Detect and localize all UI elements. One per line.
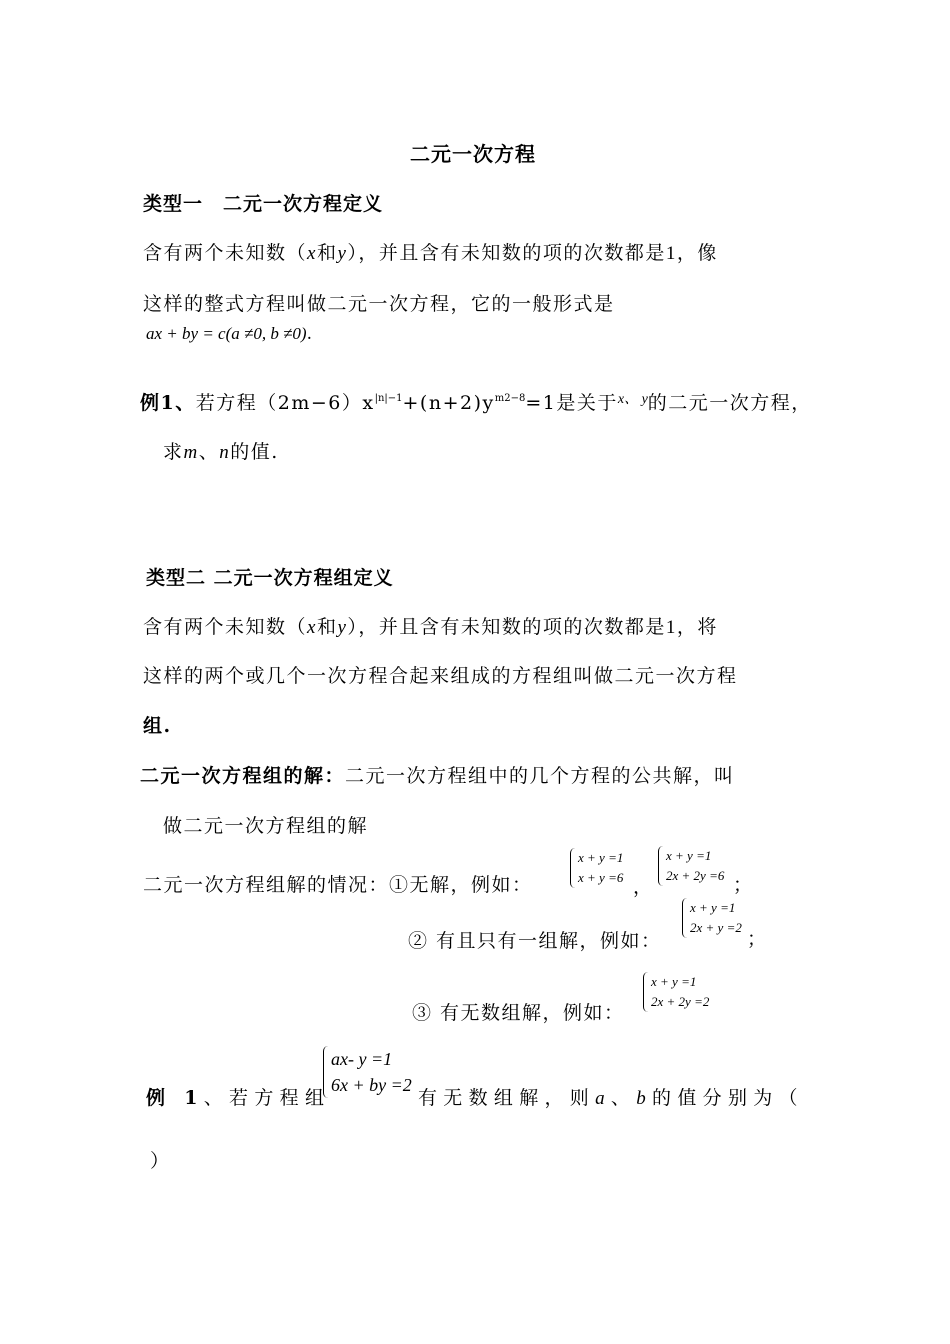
solution-definition-line2: 做二元一次方程组的解	[163, 815, 369, 837]
example2-label: 例 1	[146, 1087, 204, 1109]
type1-definition-line1: 含有两个未知数（x和y），并且含有未知数的项的次数都是1，像	[143, 242, 718, 264]
type2-definition-line3: 组.	[143, 715, 172, 737]
case3-line: ③ 有无数组解，例如：	[412, 1002, 625, 1024]
case1-system2: x + y =1 2x + 2y =6	[658, 846, 724, 886]
example2-system: ax- y =1 6x + by =2	[323, 1046, 412, 1098]
var-y: y	[337, 243, 348, 264]
example1-label: 例1、	[140, 392, 196, 414]
var-x: x	[307, 243, 317, 264]
solution-definition-line1: 二元一次方程组的解：二元一次方程组中的几个方程的公共解，叫	[140, 765, 735, 787]
example2-line1-start: 例 1、若方程组	[146, 1087, 331, 1109]
type1-heading: 类型一 二元一次方程定义	[143, 193, 384, 215]
case3-system: x + y =1 2x + 2y =2	[643, 972, 709, 1012]
type1-definition-line2: 这样的整式方程叫做二元一次方程，它的一般形式是	[143, 293, 615, 315]
case1-system1: x + y =1 x + y =6	[570, 848, 623, 888]
example1-line2: 求m、n的值.	[163, 441, 279, 463]
page-title: 二元一次方程	[410, 142, 536, 166]
type2-definition-line2: 这样的两个或几个一次方程合起来组成的方程组叫做二元一次方程	[143, 665, 738, 687]
example2-line1-end: 有无数组解，则a、b的值分别为（	[418, 1087, 804, 1109]
case2-system: x + y =1 2x + y =2	[682, 898, 742, 938]
general-form: ax + by = c(a ≠0, b ≠0).	[146, 324, 312, 344]
example1-line1: 例1、若方程$(2m-6)x^{|n|-1}+(n+2)y^{m2-8}=1$是关于$^{x、 y}$的二元一次方程，	[140, 392, 812, 414]
type2-definition-line1: 含有两个未知数（x和y），并且含有未知数的项的次数都是1，将	[143, 616, 718, 638]
case2-line: ② 有且只有一组解，例如：	[408, 930, 662, 952]
solution-label: 二元一次方程组的解：	[140, 765, 346, 787]
cases-line1: 二元一次方程组解的情况：①无解，例如：	[143, 874, 533, 896]
type2-heading: 类型二 二元一次方程组定义	[146, 567, 394, 589]
example2-close-paren: ）	[150, 1150, 171, 1172]
